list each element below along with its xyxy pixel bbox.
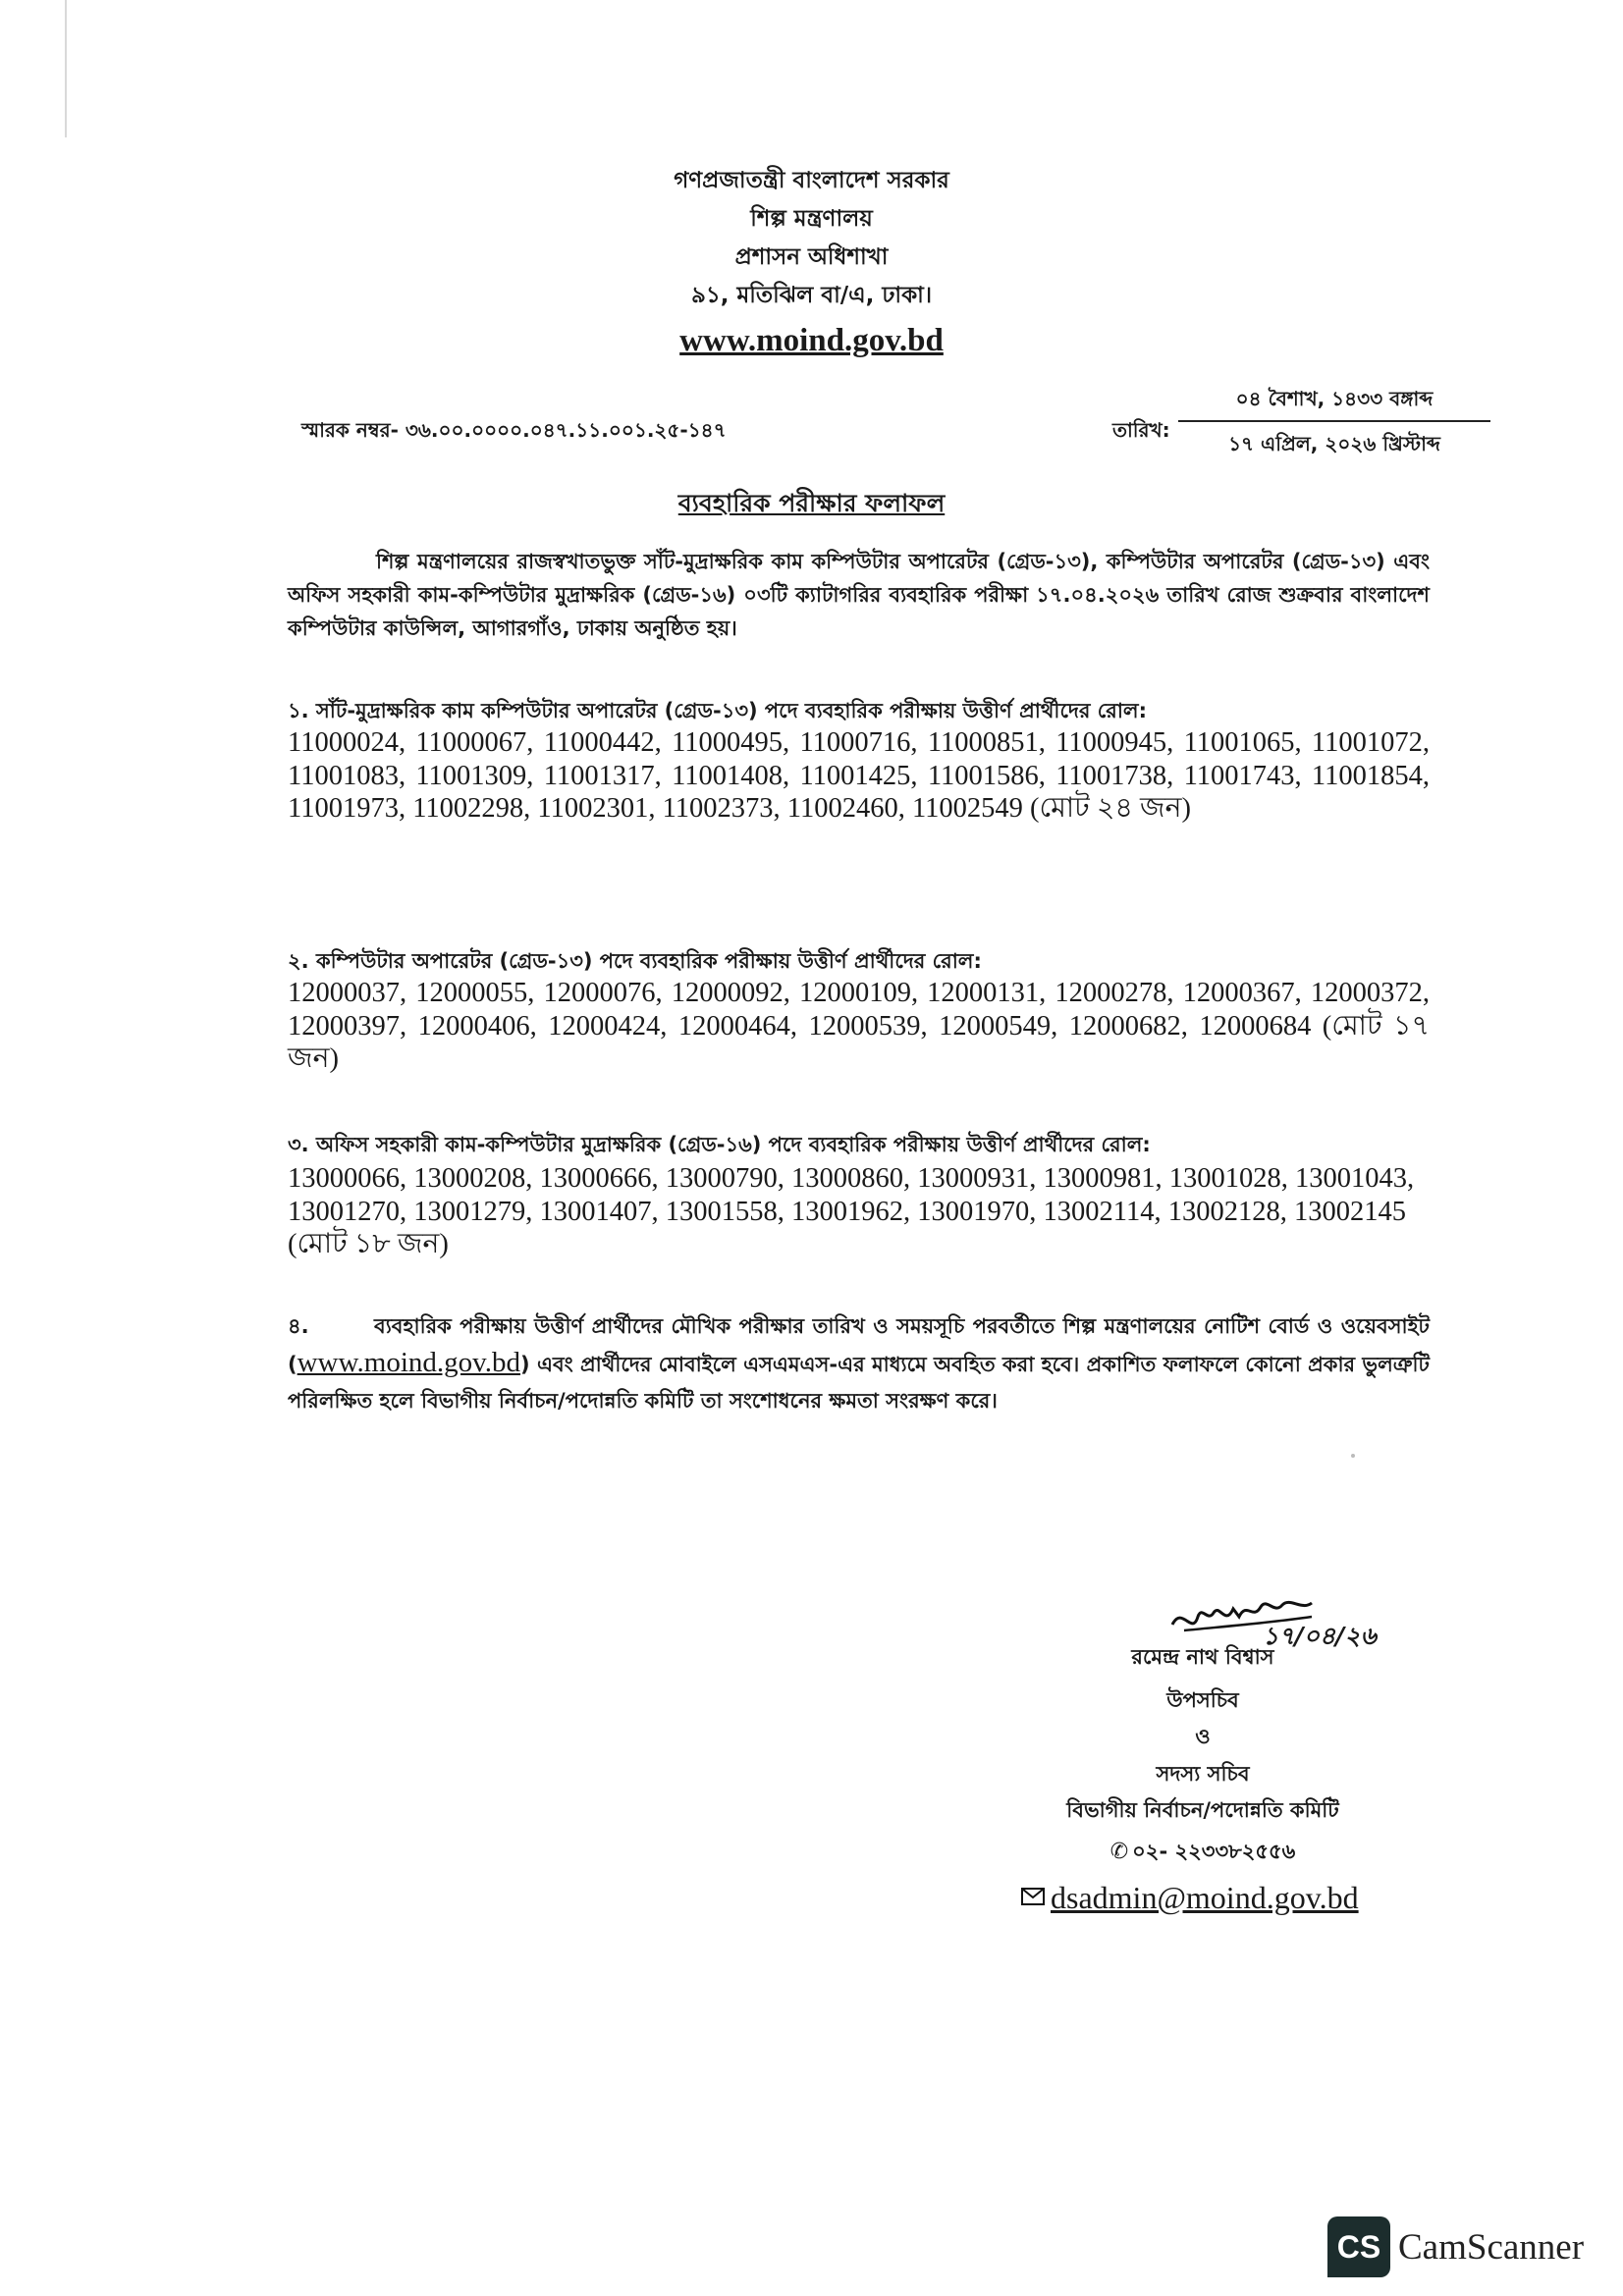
notice-paragraph xyxy=(288,1308,1430,1419)
document-title: ব্যবহারিক পরীক্ষার ফলাফল xyxy=(677,489,946,517)
signatory-block xyxy=(1051,1639,1355,1870)
phone-icon: ✆ xyxy=(1109,1839,1129,1864)
section-2-rolls: 12000037, 12000055, 12000076, 12000092, 12000109, 12000131, 12000278, 12000367, 12000372, 12000397, 12000406, 12000424, 12000464, 12000539, 12000549, 12000682, 12000684 (মোট ১৭ জন) xyxy=(288,978,1430,1074)
ministry-name: শিল্প মন্ত্রণালয় xyxy=(750,206,873,232)
section-3-rolls: 13000066, 13000208, 13000666, 13000790, 13000860, 13000931, 13000981, 13001028, 13001043, 13001270, 13001279, 13001407, 13001558, 13001962, 13001970, 13002114, 13002128, 13002145 (মোট ১৮ জন) xyxy=(288,1163,1415,1259)
date-bengali-calendar: ০৪ বৈশাখ, ১৪৩৩ বঙ্গাব্দ xyxy=(1178,383,1490,422)
scan-speck xyxy=(1351,1454,1355,1458)
header-website-link[interactable]: www.moind.gov.bd xyxy=(679,323,944,358)
signature-date: ১৭/০৪/২৬ xyxy=(1263,1622,1377,1650)
govt-name: গণপ্রজাতন্ত্রী বাংলাদেশ সরকার xyxy=(674,168,949,193)
office-address: ৯১, মতিঝিল বা/এ, ঢাকা। xyxy=(690,283,933,308)
intro-paragraph: শিল্প মন্ত্রণালয়ের রাজস্বখাতভুক্ত সাঁট-মুদ্রাক্ষরিক কাম কম্পিউটার অপারেটর (গ্রেড-১৩), কম্পিউটার অপারেটর (গ্রেড-১৩) এবং অফিস সহকারী কাম-কম্পিউটার মুদ্রাক্ষরিক (গ্রেড-১৬) ০৩টি ক্যাটাগরির ব্যবহারিক পরীক্ষা ১৭.০৪.২০২৬ তারিখ রোজ শুক্রবার বাংলাদেশ কম্পিউটার কাউন্সিল, আগারগাঁও, ঢাকায় অনুষ্ঠিত হয়। xyxy=(288,550,1430,640)
section-1-heading: ১. সাঁট-মুদ্রাক্ষরিক কাম কম্পিউটার অপারেটর (গ্রেড-১৩) পদে ব্যবহারিক পরীক্ষায় উত্তীর্ণ প্রার্থীদের রোল: xyxy=(288,699,1147,722)
scan-edge-line xyxy=(65,0,67,137)
date-gregorian: ১৭ এপ্রিল, ২০২৬ খ্রিস্টাব্দ xyxy=(1228,432,1440,455)
date-block xyxy=(1178,383,1490,459)
signatory-designation: উপসচিব xyxy=(1166,1687,1239,1712)
camscanner-text: CamScanner xyxy=(1398,2226,1585,2268)
notice-text-after: ) এবং প্রার্থীদের মোবাইলে এসএমএস-এর মাধ্যমে অবহিত করা হবে। প্রকাশিত ফলাফলে কোনো প্রকার ভুলত্রুটি পরিলক্ষিত হলে বিভাগীয় নির্বাচন/পদোন্নতি কমিটি তা সংশোধনের ক্ষমতা সংরক্ষণ করে। xyxy=(288,1353,1430,1413)
section-2-heading: ২. কম্পিউটার অপারেটর (গ্রেড-১৩) পদে ব্যবহারিক পরীক্ষায় উত্তীর্ণ প্রার্থীদের রোল: xyxy=(288,949,982,973)
signatory-name: রমেন্দ্র নাথ বিশ্বাস xyxy=(1131,1645,1274,1669)
memo-number: স্মারক নম্বর- ৩৬.০০.০০০০.০৪৭.১১.০০১.২৫-১৪৭ xyxy=(301,418,727,442)
section-3-heading: ৩. অফিস সহকারী কাম-কম্পিউটার মুদ্রাক্ষরিক (গ্রেড-১৬) পদে ব্যবহারিক পরীক্ষায় উত্তীর্ণ প্রার্থীদের রোল: xyxy=(288,1133,1151,1156)
signatory-phone: ০২- ২২৩৩৮২৫৫৬ xyxy=(1132,1839,1296,1863)
signatory-email-row xyxy=(1021,1880,1359,1916)
signatory-role: সদস্য সচিব xyxy=(1156,1761,1250,1786)
mail-icon xyxy=(1021,1888,1045,1909)
division-name: প্রশাসন অধিশাখা xyxy=(734,244,889,270)
notice-website-link[interactable]: www.moind.gov.bd xyxy=(297,1347,521,1378)
notice-text-before: ব্যবহারিক পরীক্ষায় উত্তীর্ণ প্রার্থীদের মৌখিক পরীক্ষার তারিখ ও সময়সূচি পরবর্তীতে শিল্প মন্ত্রণালয়ের নোটিশ বোর্ড ও ওয়েবসাইট ( xyxy=(288,1314,1430,1376)
date-label: তারিখ: xyxy=(1112,418,1170,442)
camscanner-logo-icon: CS xyxy=(1327,2216,1390,2277)
notice-number: ৪. xyxy=(288,1314,309,1338)
signatory-conjunction: ও xyxy=(1195,1725,1211,1748)
signatory-email-link[interactable]: dsadmin@moind.gov.bd xyxy=(1051,1880,1359,1915)
signatory-phone-row xyxy=(1051,1834,1355,1871)
signatory-committee: বিভাগীয় নির্বাচন/পদোন্নতি কমিটি xyxy=(1066,1798,1339,1822)
section-1-rolls: 11000024, 11000067, 11000442, 11000495, 11000716, 11000851, 11000945, 11001065, 11001072, 11001083, 11001309, 11001317, 11001408, 11001425, 11001586, 11001738, 11001743, 11001854, 11001973, 11002298, 11002301, 11002373, 11002460, 11002549 (মোট ২৪ জন) xyxy=(288,727,1430,824)
letterhead xyxy=(0,162,1623,360)
camscanner-watermark xyxy=(1327,2216,1584,2277)
